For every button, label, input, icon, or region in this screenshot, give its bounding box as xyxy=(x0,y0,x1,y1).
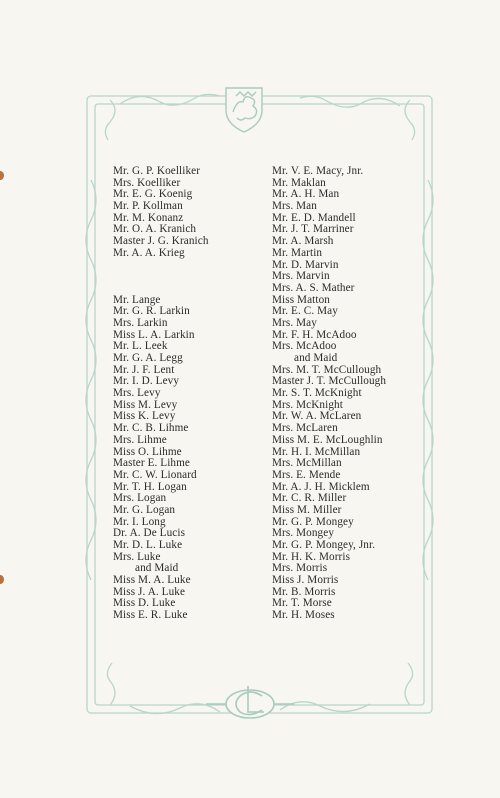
passenger-name: Master J. G. Kranich xyxy=(113,235,209,248)
passenger-name: Mrs. Logan xyxy=(113,492,167,505)
passenger-name: Mr. E. C. May xyxy=(272,305,338,318)
passenger-name: Miss M. E. McLoughlin xyxy=(272,433,383,446)
passenger-name: Mr. W. A. McLaren xyxy=(272,410,362,423)
passenger-name: Mr. A. A. Krieg xyxy=(113,246,185,259)
passenger-name: Miss J. Morris xyxy=(272,574,339,587)
passenger-name: Miss M. Levy xyxy=(113,398,178,411)
passenger-name: Mrs. M. T. McCullough xyxy=(272,363,382,376)
passenger-name: Mrs. Larkin xyxy=(113,316,168,329)
passenger-name: Mr. L. Leek xyxy=(113,340,168,353)
passenger-name: Master E. Lihme xyxy=(113,457,190,470)
passenger-name: Mr. A. H. Man xyxy=(272,188,340,201)
passenger-name: Mrs. McMillan xyxy=(272,457,342,470)
right-name-column xyxy=(272,166,386,622)
passenger-name: Mr. B. Morris xyxy=(272,585,336,598)
passenger-name: Mr. G. P. Koelliker xyxy=(113,165,201,177)
passenger-name: Mr. V. E. Macy, Jnr. xyxy=(272,165,364,177)
passenger-name: Mr. E. D. Mandell xyxy=(272,211,356,224)
passenger-name: Mr. H. I. McMillan xyxy=(272,445,361,458)
passenger-name: Mr. D. L. Luke xyxy=(113,539,183,552)
passenger-name: Mr. Maklan xyxy=(272,176,326,189)
passenger-name: Master J. T. McCullough xyxy=(272,375,387,388)
passenger-name: Mrs. Morris xyxy=(272,562,328,575)
passenger-name: Mr. C. B. Lihme xyxy=(113,422,189,435)
passenger-name: Mr. A. J. H. Micklem xyxy=(272,480,370,493)
passenger-name: Mrs. A. S. Mather xyxy=(272,281,355,294)
passenger-name: Miss O. Lihme xyxy=(113,445,182,458)
passenger-name: Mr. F. H. McAdoo xyxy=(272,328,357,341)
passenger-name: Mrs. Koelliker xyxy=(113,176,181,189)
passenger-name: Mr. D. Marvin xyxy=(272,258,339,271)
corner-scroll-tr xyxy=(405,100,415,140)
passenger-name: Dr. A. De Lucis xyxy=(113,527,186,540)
passenger-name: Mrs. Lihme xyxy=(113,433,167,446)
passenger-name: Mrs. May xyxy=(272,316,317,329)
passenger-name: Mr. P. Kollman xyxy=(113,200,183,213)
passenger-name: Miss M. A. Luke xyxy=(113,574,191,587)
passenger-name: Mr. J. F. Lent xyxy=(113,363,175,376)
passenger-name: Miss L. A. Larkin xyxy=(113,328,195,341)
passenger-name: Miss D. Luke xyxy=(113,597,176,610)
passenger-name: Mr. I. Long xyxy=(113,515,166,528)
passenger-name: Mr. C. W. Lionard xyxy=(113,468,197,481)
passenger-name: Mr. C. R. Miller xyxy=(272,492,347,505)
passenger-name: Mr. J. T. Marriner xyxy=(272,223,354,236)
passenger-name: Mrs. McKnight xyxy=(272,398,343,411)
passenger-name: Mrs. E. Mende xyxy=(272,468,341,481)
passenger-name: Mr. I. D. Levy xyxy=(113,375,180,388)
passenger-companion: and Maid xyxy=(294,352,338,364)
passenger-name: Miss Matton xyxy=(272,293,330,306)
passenger-name: Miss E. R. Luke xyxy=(113,609,188,622)
passenger-name: Mr. Lange xyxy=(113,293,161,306)
passenger-name: Mr. T. Morse xyxy=(272,597,332,610)
passenger-name: Mr. H. Moses xyxy=(272,609,335,622)
passenger-name: Mr. M. Konanz xyxy=(113,211,184,224)
corner-scroll-bl xyxy=(107,663,115,705)
top-right-scroll xyxy=(300,96,400,107)
passenger-name: Miss M. Miller xyxy=(272,503,342,516)
passenger-name: Mr. G. A. Legg xyxy=(113,352,183,365)
passenger-name: Mr. G. P. Mongey, Jnr. xyxy=(272,539,376,551)
passenger-name: Mrs. Mongey xyxy=(272,527,335,540)
passenger-name: Mrs. Levy xyxy=(113,387,161,400)
passenger-name: Mrs. McLaren xyxy=(272,422,338,435)
passenger-name: Mr. T. H. Logan xyxy=(113,480,187,493)
passenger-name: Mrs. McAdoo xyxy=(272,340,337,353)
section-gap xyxy=(113,260,209,295)
passenger-name: Mr. A. Marsh xyxy=(272,235,334,248)
passenger-name: Mr. H. K. Morris xyxy=(272,550,351,563)
passenger-name: Mr. O. A. Kranich xyxy=(113,223,197,236)
lion-crest-icon xyxy=(226,88,262,132)
passenger-name: Mrs. Luke xyxy=(113,550,161,563)
left-name-column xyxy=(113,166,209,622)
passenger-name: Mr. G. P. Mongey xyxy=(272,515,354,528)
passenger-name: Mr. S. T. McKnight xyxy=(272,387,362,400)
passenger-name: Mr. E. G. Koenig xyxy=(113,188,193,201)
passenger-name: Miss K. Levy xyxy=(113,410,176,423)
passenger-name: Mr. Martin xyxy=(272,246,323,259)
passenger-name: Mrs. Marvin xyxy=(272,270,330,283)
passenger-companion: and Maid xyxy=(135,562,179,575)
corner-scroll-tl xyxy=(105,100,115,140)
passenger-name: Mrs. Man xyxy=(272,200,317,213)
passenger-name: Miss J. A. Luke xyxy=(113,585,186,598)
corner-scroll-br xyxy=(405,663,413,705)
passenger-name: Mr. G. R. Larkin xyxy=(113,305,190,318)
passenger-name: Mr. G. Logan xyxy=(113,503,176,516)
